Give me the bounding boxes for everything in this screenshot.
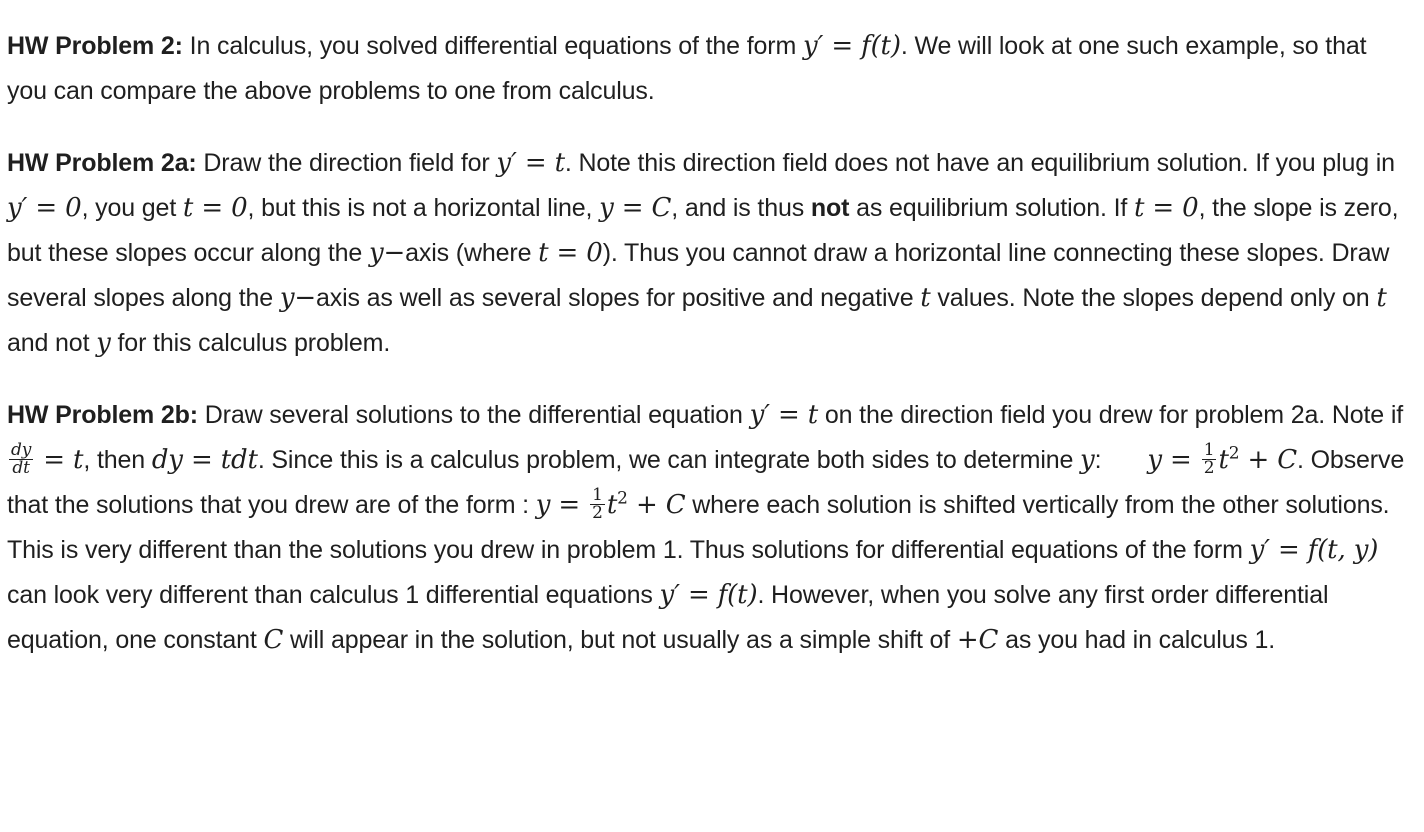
math-expression: y′ = f(t, y) [1249, 535, 1379, 565]
text-run: , you get [81, 194, 183, 222]
text-run: , but this is not a horizontal line, [247, 194, 600, 222]
math-expression: t [1376, 283, 1387, 313]
fraction-one-half [590, 484, 605, 523]
math-expression: C [263, 625, 284, 655]
fraction-numerator: 1 [592, 484, 603, 505]
fraction-one-half [1202, 439, 1217, 478]
exponent: 2 [617, 488, 628, 509]
text-run: . Observe that the solutions that you drew are of the form : [7, 446, 1405, 519]
math-expression: + C [627, 490, 686, 520]
fraction-denominator: 2 [592, 502, 603, 523]
text-run: . However, when you solve any first order differential equation, one constant [7, 581, 1329, 654]
text-run: Draw several solutions to the differential equation [197, 401, 750, 429]
solution-formula [535, 484, 686, 523]
problem-2-label: HW Problem 2: [7, 32, 183, 60]
fraction-numerator: dy [11, 439, 32, 460]
math-expression: y = [1147, 445, 1200, 475]
math-expression: t = 0 [538, 238, 603, 268]
math-expression: y = C [599, 193, 672, 223]
math-expression: y [96, 328, 111, 358]
math-expression: y− [368, 238, 406, 268]
fraction-denominator: 2 [1203, 457, 1215, 478]
math-expression: y− [279, 283, 317, 313]
text-run: . Note this direction field does not have an equilibrium solution. If you plug in [564, 149, 1395, 177]
problem-2b-label: HW Problem 2b: [7, 401, 198, 429]
math-expression: = t [35, 445, 84, 475]
math-expression: y′ = f(t) [659, 580, 758, 610]
text-run: as you had in calculus 1. [998, 626, 1276, 654]
math-expression: y [1080, 445, 1095, 475]
problem-2b-paragraph [7, 393, 1407, 663]
math-expression: y′ = t [749, 400, 819, 430]
math-expression: y′ = 0 [7, 193, 82, 223]
problem-2a-label: HW Problem 2a: [7, 149, 197, 177]
text-run: Draw the direction field for [196, 149, 497, 177]
text-run: axis as well as several slopes for positive and negative [316, 284, 921, 312]
fraction-denominator: dt [12, 457, 30, 478]
emphasis-not: not [810, 194, 850, 222]
document-body [7, 24, 1407, 663]
text-run: as equilibrium solution. If [849, 194, 1134, 222]
math-expression: y′ = f(t) [802, 31, 901, 61]
fraction-numerator: 1 [1203, 439, 1215, 460]
math-expression: y = [535, 490, 589, 520]
math-expression: +C [956, 625, 999, 655]
math-expression: dy = tdt [151, 445, 258, 475]
text-run: : [1094, 446, 1102, 474]
math-expression: t [920, 283, 931, 313]
text-run: In calculus, you solved differential equations of the form [182, 32, 803, 60]
math-expression: t [606, 490, 618, 520]
math-expression: y′ = t [496, 148, 565, 178]
text-run: , then [83, 446, 152, 474]
problem-2-paragraph [7, 24, 1407, 114]
text-run: values. Note the slopes depend only on [930, 284, 1377, 312]
text-run: , and is thus [671, 194, 811, 222]
text-run: and not [7, 329, 97, 357]
exponent: 2 [1228, 443, 1240, 464]
text-run: . We will look at one such example, so that you can compare the above problems to one from calculus. [7, 32, 1367, 105]
text-run: , the slope is zero, but these slopes occur along the [7, 194, 1399, 267]
fraction-dy-dt [9, 439, 33, 478]
math-expression: t = 0 [1134, 193, 1199, 223]
math-expression: t [1218, 445, 1229, 475]
text-run: . Since this is a calculus problem, we can integrate both sides to determine [257, 446, 1081, 474]
text-run: where each solution is shifted vertically from the other solutions. This is very different than the solutions you drew in problem 1. Thus solutions for differential equations of the form [7, 491, 1390, 564]
text-run: can look very different than calculus 1 differential equations [7, 581, 660, 609]
text-run: axis (where [405, 239, 539, 267]
math-expression: t = 0 [182, 193, 248, 223]
problem-2a-paragraph [7, 141, 1407, 366]
solution-formula [1147, 439, 1298, 478]
math-expression: + C [1239, 445, 1298, 475]
text-run: will appear in the solution, but not usually as a simple shift of [283, 626, 957, 654]
text-run: for this calculus problem. [110, 329, 391, 357]
text-run: ). Thus you cannot draw a horizontal line connecting these slopes. Draw several slopes along the [7, 239, 1390, 312]
text-run: on the direction field you drew for problem 2a. Note if [818, 401, 1404, 429]
